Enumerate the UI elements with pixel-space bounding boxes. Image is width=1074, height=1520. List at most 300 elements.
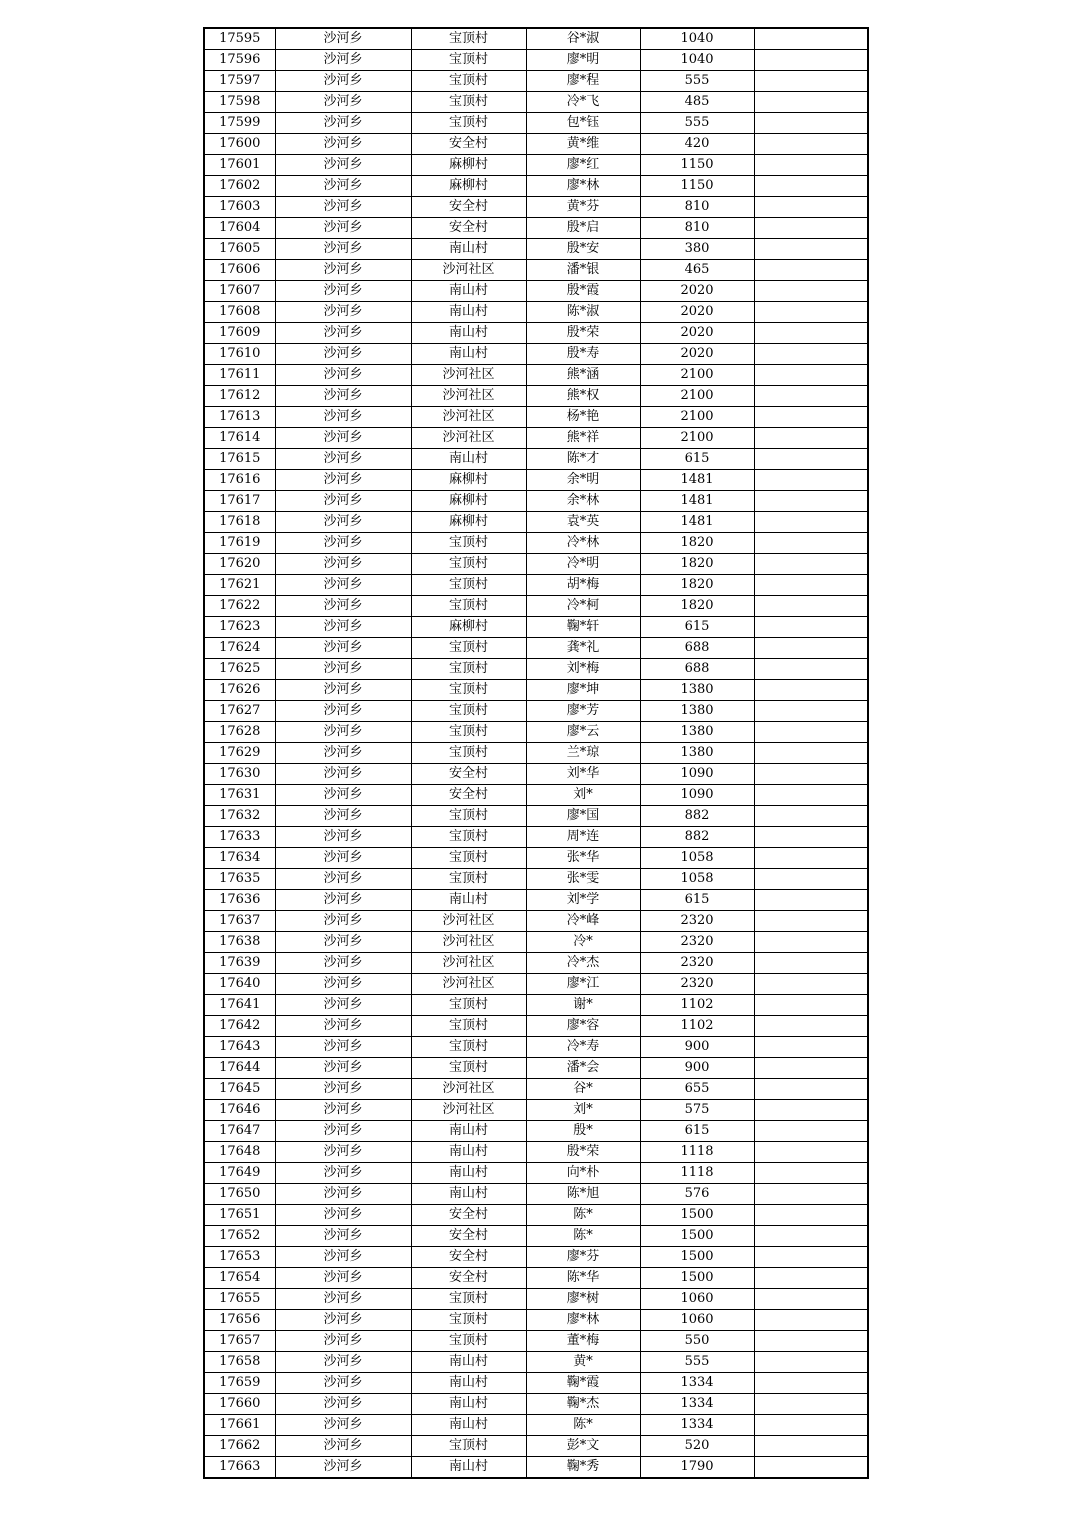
row-number-cell: 17626 bbox=[204, 680, 275, 701]
table-row bbox=[204, 743, 868, 764]
row-number-cell: 17635 bbox=[204, 869, 275, 890]
row-number-cell: 17657 bbox=[204, 1331, 275, 1352]
row-number-cell: 17644 bbox=[204, 1058, 275, 1079]
row-number-cell: 17638 bbox=[204, 932, 275, 953]
amount-cell: 1150 bbox=[640, 176, 754, 197]
table-row bbox=[204, 1163, 868, 1184]
table-row bbox=[204, 1184, 868, 1205]
township-cell: 沙河乡 bbox=[275, 680, 411, 701]
name-cell: 廖*林 bbox=[526, 176, 640, 197]
village-cell: 南山村 bbox=[411, 890, 526, 911]
township-cell: 沙河乡 bbox=[275, 71, 411, 92]
note-cell bbox=[754, 596, 868, 617]
note-cell bbox=[754, 134, 868, 155]
row-number-cell: 17622 bbox=[204, 596, 275, 617]
table-row bbox=[204, 638, 868, 659]
row-number-cell: 17654 bbox=[204, 1268, 275, 1289]
note-cell bbox=[754, 1016, 868, 1037]
township-cell: 沙河乡 bbox=[275, 386, 411, 407]
note-cell bbox=[754, 386, 868, 407]
table-row bbox=[204, 1289, 868, 1310]
table-row bbox=[204, 953, 868, 974]
row-number-cell: 17618 bbox=[204, 512, 275, 533]
table-row bbox=[204, 1205, 868, 1226]
table-row bbox=[204, 785, 868, 806]
township-cell: 沙河乡 bbox=[275, 575, 411, 596]
township-cell: 沙河乡 bbox=[275, 134, 411, 155]
village-cell: 宝顶村 bbox=[411, 722, 526, 743]
note-cell bbox=[754, 176, 868, 197]
amount-cell: 1500 bbox=[640, 1226, 754, 1247]
table-row bbox=[204, 470, 868, 491]
amount-cell: 2020 bbox=[640, 302, 754, 323]
amount-cell: 1058 bbox=[640, 848, 754, 869]
amount-cell: 1500 bbox=[640, 1247, 754, 1268]
table-row bbox=[204, 806, 868, 827]
name-cell: 冷*明 bbox=[526, 554, 640, 575]
row-number-cell: 17641 bbox=[204, 995, 275, 1016]
row-number-cell: 17637 bbox=[204, 911, 275, 932]
village-cell: 宝顶村 bbox=[411, 806, 526, 827]
township-cell: 沙河乡 bbox=[275, 659, 411, 680]
township-cell: 沙河乡 bbox=[275, 344, 411, 365]
township-cell: 沙河乡 bbox=[275, 302, 411, 323]
township-cell: 沙河乡 bbox=[275, 28, 411, 50]
note-cell bbox=[754, 659, 868, 680]
village-cell: 安全村 bbox=[411, 1226, 526, 1247]
village-cell: 沙河社区 bbox=[411, 974, 526, 995]
note-cell bbox=[754, 764, 868, 785]
amount-cell: 465 bbox=[640, 260, 754, 281]
row-number-cell: 17609 bbox=[204, 323, 275, 344]
amount-cell: 900 bbox=[640, 1037, 754, 1058]
name-cell: 冷*柯 bbox=[526, 596, 640, 617]
row-number-cell: 17612 bbox=[204, 386, 275, 407]
table-row bbox=[204, 932, 868, 953]
village-cell: 南山村 bbox=[411, 1373, 526, 1394]
name-cell: 兰*琼 bbox=[526, 743, 640, 764]
township-cell: 沙河乡 bbox=[275, 470, 411, 491]
table-row bbox=[204, 1121, 868, 1142]
name-cell: 廖*树 bbox=[526, 1289, 640, 1310]
amount-cell: 1102 bbox=[640, 995, 754, 1016]
row-number-cell: 17659 bbox=[204, 1373, 275, 1394]
township-cell: 沙河乡 bbox=[275, 1163, 411, 1184]
name-cell: 冷*峰 bbox=[526, 911, 640, 932]
township-cell: 沙河乡 bbox=[275, 785, 411, 806]
note-cell bbox=[754, 1268, 868, 1289]
amount-cell: 555 bbox=[640, 1352, 754, 1373]
name-cell: 熊*涵 bbox=[526, 365, 640, 386]
village-cell: 宝顶村 bbox=[411, 743, 526, 764]
township-cell: 沙河乡 bbox=[275, 995, 411, 1016]
table-row bbox=[204, 659, 868, 680]
name-cell: 刘* bbox=[526, 1100, 640, 1121]
amount-cell: 2020 bbox=[640, 323, 754, 344]
note-cell bbox=[754, 71, 868, 92]
township-cell: 沙河乡 bbox=[275, 1058, 411, 1079]
table-row bbox=[204, 1100, 868, 1121]
table-row bbox=[204, 428, 868, 449]
note-cell bbox=[754, 869, 868, 890]
table-row bbox=[204, 449, 868, 470]
township-cell: 沙河乡 bbox=[275, 1226, 411, 1247]
name-cell: 周*连 bbox=[526, 827, 640, 848]
name-cell: 黄*芬 bbox=[526, 197, 640, 218]
amount-cell: 1150 bbox=[640, 155, 754, 176]
village-cell: 宝顶村 bbox=[411, 113, 526, 134]
name-cell: 冷*飞 bbox=[526, 92, 640, 113]
table-row bbox=[204, 1415, 868, 1436]
note-cell bbox=[754, 806, 868, 827]
table-row bbox=[204, 1247, 868, 1268]
name-cell: 陈*淑 bbox=[526, 302, 640, 323]
table-row bbox=[204, 176, 868, 197]
table-row bbox=[204, 28, 868, 50]
name-cell: 廖*红 bbox=[526, 155, 640, 176]
township-cell: 沙河乡 bbox=[275, 365, 411, 386]
row-number-cell: 17631 bbox=[204, 785, 275, 806]
note-cell bbox=[754, 470, 868, 491]
township-cell: 沙河乡 bbox=[275, 533, 411, 554]
note-cell bbox=[754, 1100, 868, 1121]
village-cell: 宝顶村 bbox=[411, 92, 526, 113]
village-cell: 宝顶村 bbox=[411, 638, 526, 659]
note-cell bbox=[754, 995, 868, 1016]
township-cell: 沙河乡 bbox=[275, 764, 411, 785]
row-number-cell: 17595 bbox=[204, 28, 275, 50]
name-cell: 陈* bbox=[526, 1226, 640, 1247]
township-cell: 沙河乡 bbox=[275, 428, 411, 449]
name-cell: 鞠*轩 bbox=[526, 617, 640, 638]
amount-cell: 1102 bbox=[640, 1016, 754, 1037]
table-body bbox=[204, 28, 868, 1478]
village-cell: 麻柳村 bbox=[411, 491, 526, 512]
village-cell: 南山村 bbox=[411, 1457, 526, 1479]
amount-cell: 1334 bbox=[640, 1415, 754, 1436]
note-cell bbox=[754, 1331, 868, 1352]
township-cell: 沙河乡 bbox=[275, 848, 411, 869]
village-cell: 宝顶村 bbox=[411, 659, 526, 680]
row-number-cell: 17660 bbox=[204, 1394, 275, 1415]
name-cell: 刘* bbox=[526, 785, 640, 806]
village-cell: 沙河社区 bbox=[411, 911, 526, 932]
table-row bbox=[204, 533, 868, 554]
name-cell: 彭*文 bbox=[526, 1436, 640, 1457]
amount-cell: 688 bbox=[640, 638, 754, 659]
village-cell: 宝顶村 bbox=[411, 1310, 526, 1331]
table-row bbox=[204, 323, 868, 344]
township-cell: 沙河乡 bbox=[275, 1457, 411, 1479]
village-cell: 安全村 bbox=[411, 218, 526, 239]
township-cell: 沙河乡 bbox=[275, 113, 411, 134]
table-row bbox=[204, 1373, 868, 1394]
township-cell: 沙河乡 bbox=[275, 974, 411, 995]
village-cell: 宝顶村 bbox=[411, 554, 526, 575]
name-cell: 熊*权 bbox=[526, 386, 640, 407]
amount-cell: 1090 bbox=[640, 785, 754, 806]
name-cell: 殷*荣 bbox=[526, 323, 640, 344]
note-cell bbox=[754, 1457, 868, 1479]
village-cell: 安全村 bbox=[411, 785, 526, 806]
amount-cell: 550 bbox=[640, 1331, 754, 1352]
note-cell bbox=[754, 617, 868, 638]
note-cell bbox=[754, 491, 868, 512]
name-cell: 刘*梅 bbox=[526, 659, 640, 680]
name-cell: 鞠*霞 bbox=[526, 1373, 640, 1394]
village-cell: 南山村 bbox=[411, 1352, 526, 1373]
amount-cell: 2320 bbox=[640, 932, 754, 953]
row-number-cell: 17658 bbox=[204, 1352, 275, 1373]
row-number-cell: 17614 bbox=[204, 428, 275, 449]
township-cell: 沙河乡 bbox=[275, 491, 411, 512]
village-cell: 沙河社区 bbox=[411, 932, 526, 953]
township-cell: 沙河乡 bbox=[275, 1331, 411, 1352]
table-row bbox=[204, 596, 868, 617]
table-row bbox=[204, 71, 868, 92]
township-cell: 沙河乡 bbox=[275, 596, 411, 617]
name-cell: 向*朴 bbox=[526, 1163, 640, 1184]
village-cell: 宝顶村 bbox=[411, 50, 526, 71]
note-cell bbox=[754, 1310, 868, 1331]
table-row bbox=[204, 155, 868, 176]
amount-cell: 555 bbox=[640, 113, 754, 134]
table-row bbox=[204, 1142, 868, 1163]
name-cell: 廖*坤 bbox=[526, 680, 640, 701]
village-cell: 安全村 bbox=[411, 1205, 526, 1226]
name-cell: 张*华 bbox=[526, 848, 640, 869]
village-cell: 宝顶村 bbox=[411, 995, 526, 1016]
note-cell bbox=[754, 239, 868, 260]
village-cell: 沙河社区 bbox=[411, 428, 526, 449]
township-cell: 沙河乡 bbox=[275, 176, 411, 197]
name-cell: 陈* bbox=[526, 1205, 640, 1226]
table-row bbox=[204, 1436, 868, 1457]
note-cell bbox=[754, 28, 868, 50]
row-number-cell: 17608 bbox=[204, 302, 275, 323]
name-cell: 胡*梅 bbox=[526, 575, 640, 596]
row-number-cell: 17645 bbox=[204, 1079, 275, 1100]
township-cell: 沙河乡 bbox=[275, 512, 411, 533]
table-row bbox=[204, 1310, 868, 1331]
name-cell: 廖*云 bbox=[526, 722, 640, 743]
note-cell bbox=[754, 428, 868, 449]
village-cell: 安全村 bbox=[411, 197, 526, 218]
row-number-cell: 17642 bbox=[204, 1016, 275, 1037]
name-cell: 余*林 bbox=[526, 491, 640, 512]
name-cell: 殷*启 bbox=[526, 218, 640, 239]
row-number-cell: 17630 bbox=[204, 764, 275, 785]
table-row bbox=[204, 617, 868, 638]
amount-cell: 1481 bbox=[640, 512, 754, 533]
note-cell bbox=[754, 722, 868, 743]
table-row bbox=[204, 701, 868, 722]
row-number-cell: 17601 bbox=[204, 155, 275, 176]
table-row bbox=[204, 1226, 868, 1247]
amount-cell: 1481 bbox=[640, 470, 754, 491]
amount-cell: 575 bbox=[640, 1100, 754, 1121]
amount-cell: 555 bbox=[640, 71, 754, 92]
data-table bbox=[203, 27, 869, 1479]
amount-cell: 1060 bbox=[640, 1310, 754, 1331]
row-number-cell: 17633 bbox=[204, 827, 275, 848]
village-cell: 宝顶村 bbox=[411, 1058, 526, 1079]
row-number-cell: 17602 bbox=[204, 176, 275, 197]
village-cell: 南山村 bbox=[411, 1163, 526, 1184]
township-cell: 沙河乡 bbox=[275, 743, 411, 764]
village-cell: 宝顶村 bbox=[411, 1289, 526, 1310]
row-number-cell: 17624 bbox=[204, 638, 275, 659]
amount-cell: 900 bbox=[640, 1058, 754, 1079]
note-cell bbox=[754, 680, 868, 701]
row-number-cell: 17656 bbox=[204, 1310, 275, 1331]
township-cell: 沙河乡 bbox=[275, 869, 411, 890]
township-cell: 沙河乡 bbox=[275, 323, 411, 344]
row-number-cell: 17627 bbox=[204, 701, 275, 722]
row-number-cell: 17662 bbox=[204, 1436, 275, 1457]
name-cell: 杨*艳 bbox=[526, 407, 640, 428]
name-cell: 冷*杰 bbox=[526, 953, 640, 974]
note-cell bbox=[754, 1079, 868, 1100]
note-cell bbox=[754, 407, 868, 428]
row-number-cell: 17610 bbox=[204, 344, 275, 365]
village-cell: 南山村 bbox=[411, 281, 526, 302]
table-row bbox=[204, 1457, 868, 1479]
village-cell: 宝顶村 bbox=[411, 28, 526, 50]
note-cell bbox=[754, 50, 868, 71]
name-cell: 陈*旭 bbox=[526, 1184, 640, 1205]
village-cell: 沙河社区 bbox=[411, 386, 526, 407]
name-cell: 刘*学 bbox=[526, 890, 640, 911]
village-cell: 宝顶村 bbox=[411, 575, 526, 596]
township-cell: 沙河乡 bbox=[275, 1037, 411, 1058]
row-number-cell: 17616 bbox=[204, 470, 275, 491]
table-row bbox=[204, 1016, 868, 1037]
village-cell: 沙河社区 bbox=[411, 1100, 526, 1121]
name-cell: 袁*英 bbox=[526, 512, 640, 533]
village-cell: 宝顶村 bbox=[411, 680, 526, 701]
note-cell bbox=[754, 1394, 868, 1415]
name-cell: 陈*才 bbox=[526, 449, 640, 470]
township-cell: 沙河乡 bbox=[275, 1142, 411, 1163]
row-number-cell: 17596 bbox=[204, 50, 275, 71]
row-number-cell: 17648 bbox=[204, 1142, 275, 1163]
table-row bbox=[204, 764, 868, 785]
table-row bbox=[204, 1352, 868, 1373]
note-cell bbox=[754, 1373, 868, 1394]
village-cell: 宝顶村 bbox=[411, 1331, 526, 1352]
note-cell bbox=[754, 1415, 868, 1436]
amount-cell: 615 bbox=[640, 617, 754, 638]
amount-cell: 1380 bbox=[640, 680, 754, 701]
amount-cell: 2320 bbox=[640, 953, 754, 974]
name-cell: 张*雯 bbox=[526, 869, 640, 890]
village-cell: 麻柳村 bbox=[411, 617, 526, 638]
row-number-cell: 17661 bbox=[204, 1415, 275, 1436]
township-cell: 沙河乡 bbox=[275, 1352, 411, 1373]
amount-cell: 2320 bbox=[640, 974, 754, 995]
village-cell: 麻柳村 bbox=[411, 155, 526, 176]
note-cell bbox=[754, 974, 868, 995]
table-row bbox=[204, 554, 868, 575]
table-row bbox=[204, 386, 868, 407]
township-cell: 沙河乡 bbox=[275, 407, 411, 428]
name-cell: 包*钰 bbox=[526, 113, 640, 134]
note-cell bbox=[754, 1142, 868, 1163]
row-number-cell: 17619 bbox=[204, 533, 275, 554]
row-number-cell: 17663 bbox=[204, 1457, 275, 1479]
township-cell: 沙河乡 bbox=[275, 554, 411, 575]
note-cell bbox=[754, 302, 868, 323]
note-cell bbox=[754, 1226, 868, 1247]
village-cell: 南山村 bbox=[411, 1142, 526, 1163]
name-cell: 潘*会 bbox=[526, 1058, 640, 1079]
row-number-cell: 17647 bbox=[204, 1121, 275, 1142]
row-number-cell: 17597 bbox=[204, 71, 275, 92]
row-number-cell: 17600 bbox=[204, 134, 275, 155]
row-number-cell: 17629 bbox=[204, 743, 275, 764]
row-number-cell: 17598 bbox=[204, 92, 275, 113]
township-cell: 沙河乡 bbox=[275, 1247, 411, 1268]
township-cell: 沙河乡 bbox=[275, 1268, 411, 1289]
amount-cell: 688 bbox=[640, 659, 754, 680]
table-row bbox=[204, 512, 868, 533]
row-number-cell: 17625 bbox=[204, 659, 275, 680]
township-cell: 沙河乡 bbox=[275, 890, 411, 911]
village-cell: 宝顶村 bbox=[411, 701, 526, 722]
name-cell: 谢* bbox=[526, 995, 640, 1016]
table-row bbox=[204, 1037, 868, 1058]
table-row bbox=[204, 869, 868, 890]
table-row bbox=[204, 491, 868, 512]
name-cell: 黄*维 bbox=[526, 134, 640, 155]
amount-cell: 810 bbox=[640, 218, 754, 239]
township-cell: 沙河乡 bbox=[275, 1394, 411, 1415]
name-cell: 冷* bbox=[526, 932, 640, 953]
township-cell: 沙河乡 bbox=[275, 1121, 411, 1142]
township-cell: 沙河乡 bbox=[275, 218, 411, 239]
name-cell: 廖*容 bbox=[526, 1016, 640, 1037]
amount-cell: 420 bbox=[640, 134, 754, 155]
amount-cell: 1040 bbox=[640, 28, 754, 50]
village-cell: 安全村 bbox=[411, 764, 526, 785]
village-cell: 南山村 bbox=[411, 1394, 526, 1415]
township-cell: 沙河乡 bbox=[275, 1079, 411, 1100]
amount-cell: 2100 bbox=[640, 428, 754, 449]
table-row bbox=[204, 365, 868, 386]
row-number-cell: 17623 bbox=[204, 617, 275, 638]
amount-cell: 615 bbox=[640, 890, 754, 911]
amount-cell: 2020 bbox=[640, 344, 754, 365]
name-cell: 余*明 bbox=[526, 470, 640, 491]
name-cell: 殷*荣 bbox=[526, 1142, 640, 1163]
note-cell bbox=[754, 932, 868, 953]
amount-cell: 615 bbox=[640, 1121, 754, 1142]
village-cell: 麻柳村 bbox=[411, 512, 526, 533]
name-cell: 廖*国 bbox=[526, 806, 640, 827]
village-cell: 宝顶村 bbox=[411, 1016, 526, 1037]
village-cell: 沙河社区 bbox=[411, 260, 526, 281]
amount-cell: 655 bbox=[640, 1079, 754, 1100]
row-number-cell: 17615 bbox=[204, 449, 275, 470]
note-cell bbox=[754, 1205, 868, 1226]
row-number-cell: 17655 bbox=[204, 1289, 275, 1310]
note-cell bbox=[754, 218, 868, 239]
note-cell bbox=[754, 1037, 868, 1058]
village-cell: 宝顶村 bbox=[411, 848, 526, 869]
amount-cell: 1380 bbox=[640, 722, 754, 743]
name-cell: 鞠*秀 bbox=[526, 1457, 640, 1479]
